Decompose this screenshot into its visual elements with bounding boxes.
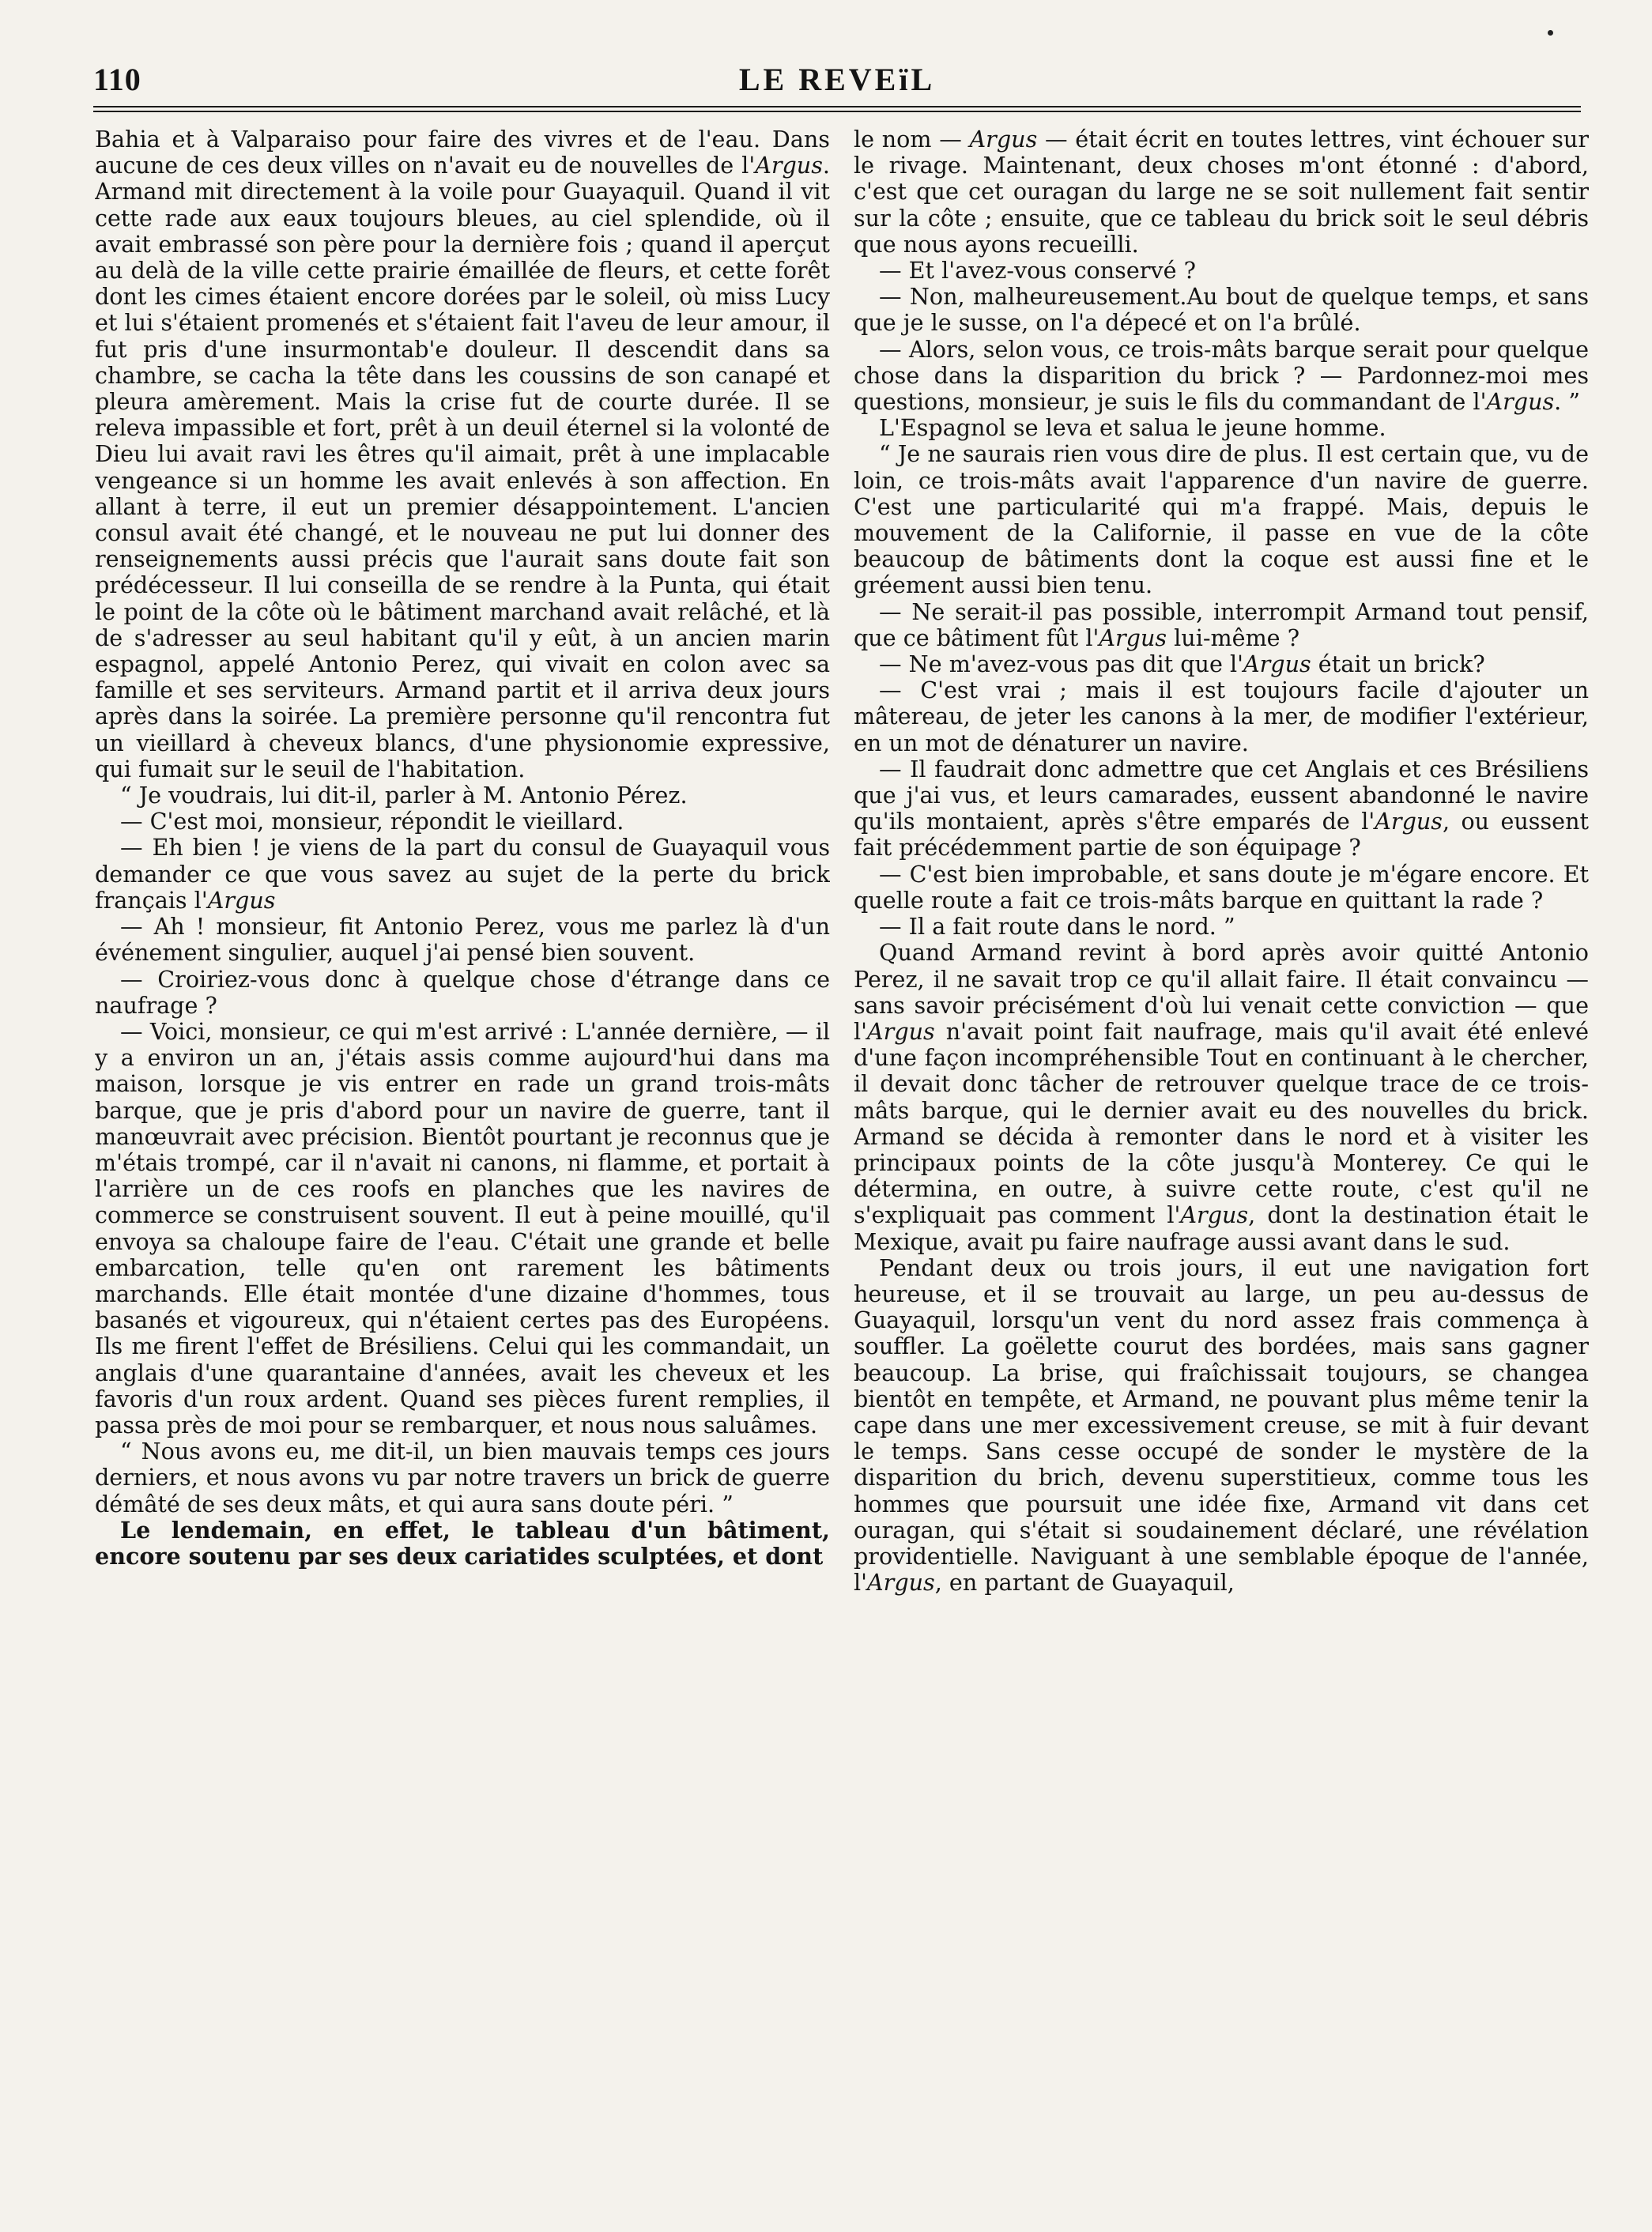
ship-name: Argus [1486, 388, 1555, 416]
paragraph: “ Je ne saurais rien vous dire de plus. Il est certain que, vu de loin, ce trois-mâts avait l'apparence d'un navire de guerre. C'est une particularité qui m'a frappé. Mais, depuis le mouvement de la Californie, il passe en vue de la côte beaucoup de bâtiments dont la coque est aussi fine et le gréement aussi bien tenu. [854, 440, 1589, 599]
ship-name: Argus [969, 126, 1038, 153]
page-header [93, 60, 1581, 100]
paragraph: — C'est moi, monsieur, répondit le vieillard. [120, 808, 624, 835]
ship-name: Argus [867, 1017, 935, 1045]
header-rule-top [93, 106, 1581, 107]
ship-name: Argus [755, 152, 823, 179]
paragraph: — Croiriez-vous donc à quelque chose d'étrange dans ce naufrage ? [95, 965, 830, 1019]
paragraph: Le lendemain, en effet, le tableau d'un bâtiment, encore soutenu par ses deux cariatides sculptées, et dont [95, 1516, 830, 1570]
text-column-left [95, 126, 830, 2213]
paragraph: — Il a fait route dans le nord. ” [879, 913, 1235, 941]
paragraph: — Ah ! monsieur, fit Antonio Perez, vous me parlez là d'un événement singulier, auquel j'ai pensé bien souvent. [95, 913, 830, 967]
paragraph: — C'est bien improbable, et sans doute je m'égare encore. Et quelle route a fait ce trois-mâts barque en quittant la rade ? [854, 860, 1589, 914]
paragraph: le nom — Argus — était écrit en toutes lettres, vint échouer sur le rivage. Maintenant, deux choses m'ont étonné : d'abord, c'est que cet ouragan du large ne se soit nullement fait sentir sur la côte ; ensuite, que ce tableau du brick soit le seul débris que nous ayons recueilli. [854, 126, 1589, 258]
ink-speck [1548, 30, 1553, 36]
header-rule-bottom [93, 111, 1581, 112]
ship-name: Argus [1099, 624, 1167, 651]
paragraph: — Il faudrait donc admettre que cet Anglais et ces Brésiliens que j'ai vus, et leurs camarades, eussent abandonné le navire qu'ils montaient, après s'être emparés de l'Argus, ou eussent fait précédemment partie de son équipage ? [854, 755, 1589, 862]
text-column-right [854, 126, 1589, 2213]
ship-name: Argus [207, 886, 276, 914]
paragraph: “ Je voudrais, lui dit-il, parler à M. Antonio Pérez. [120, 782, 688, 809]
paragraph: — Ne serait-il pas possible, interrompit Armand tout pensif, que ce bâtiment fût l'Argus lui-même ? [854, 598, 1589, 651]
paragraph: — Voici, monsieur, ce qui m'est arrivé : L'année dernière, — il y a environ un an, j'étais assis comme aujourd'hui dans ma maison, lorsque je vis entrer en rade un grand trois-mâts barque, que je pris d'abord pour un navire de guerre, tant il manœuvrait avec précision. Bientôt pourtant je reconnus que je m'étais trompé, car il n'avait ni canons, ni flamme, et portait à l'arrière un de ces roofs en planches que les navires de commerce se construisent souvent. Il eut à peine mouillé, qu'il envoya sa chaloupe faire de l'eau. C'était une grande et belle embarcation, telle qu'en ont rarement les bâtiments marchands. Elle était montée d'une dizaine d'hommes, tous basanés et vigoureux, qui n'étaient certes pas des Européens. Ils me firent l'effet de Brésiliens. Celui qui les commandait, un anglais d'une quarantaine d'années, avait les cheveux et les favoris d'un roux ardent. Quand ses pièces furent remplies, il passa près de moi pour se rembarquer, et nous nous saluâmes. [95, 1017, 830, 1438]
paragraph: — Eh bien ! je viens de la part du consul de Guayaquil vous demander ce que vous savez au sujet de la perte du brick français l'Argus [95, 834, 830, 914]
paragraph: — Non, malheureusement.Au bout de quelque temps, et sans que je le susse, on l'a dépecé et on l'a brûlé. [854, 283, 1589, 337]
page-number: 110 [93, 62, 141, 97]
paragraph: — Et l'avez-vous conservé ? [879, 257, 1196, 285]
ship-name: Argus [1375, 808, 1443, 835]
running-title: LE REVEïL [738, 62, 936, 97]
paragraph: Quand Armand revint à bord après avoir quitté Antonio Perez, il ne savait trop ce qu'il allait faire. Il était convaincu — sans savoir précisément d'où lui venait cette conviction — que l'Argus n'avait point fait naufrage, mais qu'il avait été enlevé d'une façon incompréhensible Tout en continuant à le chercher, il devait donc tâcher de retrouver quelque trace de ce trois-mâts barque, qui le dernier avait eu des nouvelles du brick. Armand se décida à remonter dans le nord et à visiter les principaux points de la côte jusqu'à Monterey. Ce qui le détermina, en outre, à suivre cette route, c'est qu'il ne s'expliquait pas comment l'Argus, dont la destination était le Mexique, avait pu faire naufrage aussi avant dans le sud. [854, 939, 1589, 1255]
paragraph: — Alors, selon vous, ce trois-mâts barque serait pour quelque chose dans la disparition du brick ? — Pardonnez-moi mes questions, monsieur, je suis le fils du commandant de l'Argus. ” [854, 335, 1589, 416]
ship-name: Argus [1243, 650, 1311, 678]
ship-name: Argus [1180, 1201, 1249, 1229]
ship-name: Argus [867, 1569, 935, 1597]
paragraph: — C'est vrai ; mais il est toujours facile d'ajouter un mâtereau, de jeter les canons à la mer, de modifier l'extérieur, en un mot de dénaturer un navire. [854, 677, 1589, 756]
paragraph: “ Nous avons eu, me dit-il, un bien mauvais temps ces jours derniers, et nous avons vu par notre travers un brick de guerre démâté de ses deux mâts, et qui aura sans doute péri. ” [95, 1438, 830, 1518]
paragraph: Bahia et à Valparaiso pour faire des vivres et de l'eau. Dans aucune de ces deux villes on n'avait eu de nouvelles de l'Argus. Armand mit directement à la voile pour Guayaquil. Quand il vit cette rade aux eaux toujours bleues, au ciel splendide, où il avait embrassé son père pour la dernière fois ; quand il aperçut au delà de la ville cette prairie émaillée de fleurs, et cette forêt dont les cimes étaient encore dorées par le soleil, où miss Lucy et lui s'étaient promenés et s'étaient fait l'aveu de leur amour, il fut pris d'une insurmontab'e douleur. Il descendit dans sa chambre, se cacha la tête dans les coussins de son canapé et pleura amèrement. Mais la crise fut de courte durée. Il se releva impassible et fort, prêt à un deuil éternel si la volonté de Dieu lui avait ravi les êtres qu'il aimait, prêt à une implacable vengeance si un homme les avait enlevés à son affection. En allant à terre, il eut un premier désappointement. L'ancien consul avait été changé, et le nouveau ne put lui donner des renseignements aussi précis que l'aurait sans doute fait son prédécesseur. Il lui conseilla de se rendre à la Punta, qui était le point de la côte où le bâtiment marchand avait relâché, et là de s'adresser au seul habitant qu'il y eût, à un ancien marin espagnol, appelé Antonio Perez, qui vivait en colon avec sa famille et ses serviteurs. Armand partit et il arriva deux jours après dans la soirée. La première personne qu'il rencontra fut un vieillard à cheveux blancs, d'une physionomie expressive, qui fumait sur le seuil de l'habitation. [95, 126, 830, 782]
paragraph: L'Espagnol se leva et salua le jeune homme. [879, 414, 1386, 442]
paragraph: Pendant deux ou trois jours, il eut une navigation fort heureuse, et il se trouvait au large, un peu au-dessus de Guayaquil, lorsqu'un vent du nord assez frais commença à souffler. La goëlette courut des bordées, mais sans gagner beaucoup. La brise, qui fraîchissait toujours, se changea bientôt en tempête, et Armand, ne pouvant plus même tenir la cape dans une mer excessivement creuse, se mit à fuir devant le temps. Sans cesse occupé de sonder le mystère de la disparition du brich, devenu superstitieux, comme tous les hommes que poursuit une idée fixe, Armand vit dans cet ouragan, qui s'était si soudainement déclaré, une révélation providentielle. Naviguant à une semblable époque de l'année, l'Argus, en partant de Guayaquil, [854, 1254, 1589, 1597]
paragraph: — Ne m'avez-vous pas dit que l'Argus était un brick? [879, 650, 1485, 678]
